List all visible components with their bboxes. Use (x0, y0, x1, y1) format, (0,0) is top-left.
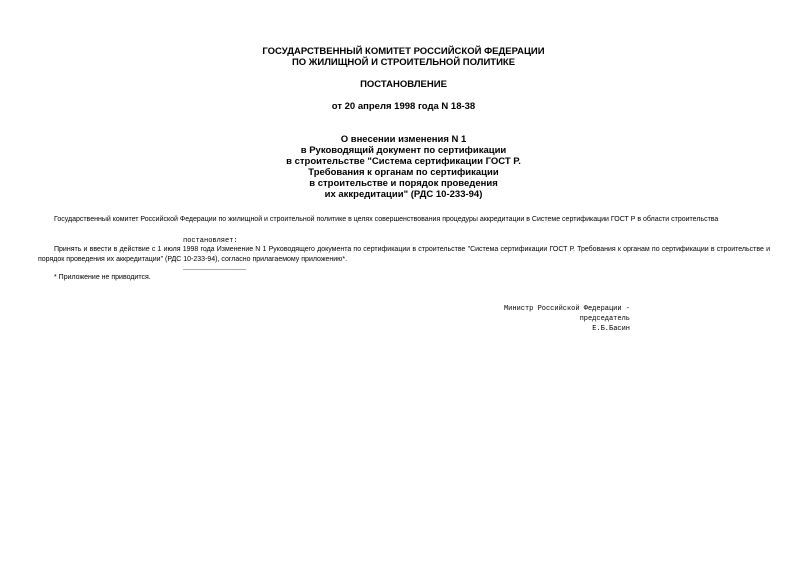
preamble-paragraph: Государственный комитет Российской Федерации по жилищной и строительной политике в целях совершенствования процедуры аккредитации в Системе сертификации ГОСТ Р в области строительства (54, 216, 719, 223)
title-line-2: в Руководящий документ по сертификации (300, 145, 507, 156)
signature-position: Министр Российской Федерации - (503, 305, 630, 313)
footnote-separator: _______________ (183, 264, 247, 272)
document-title (0, 134, 807, 200)
resolves-word: постановляет: (183, 237, 238, 245)
document-type: ПОСТАНОВЛЕНИЕ (360, 79, 447, 90)
resolution-paragraph: Принять и ввести в действие с 1 июля 1998 года Изменение N 1 Руководящего документа по сертификации в строительстве "Система сертификации ГОСТ Р. Требования к органам по сертификации в строительстве и порядок проведения их аккредитации" (РДС 10-233-94), согласно прилагаемому приложению*. (38, 246, 770, 263)
title-line-4: Требования к органам по сертификации (308, 167, 499, 178)
organization-line-2: ПО ЖИЛИЩНОЙ И СТРОИТЕЛЬНОЙ ПОЛИТИКЕ (291, 57, 516, 68)
document-date-number: от 20 апреля 1998 года N 18-38 (331, 101, 476, 112)
signature-name: Е.Б.Басин (592, 325, 630, 333)
title-line-3: в строительстве "Система сертификации ГОСТ Р. (286, 156, 521, 167)
organization-line-1: ГОСУДАРСТВЕННЫЙ КОМИТЕТ РОССИЙСКОЙ ФЕДЕРАЦИИ (262, 46, 545, 57)
signature-role: председатель (579, 315, 630, 323)
organization-heading (0, 46, 807, 68)
title-line-1: О внесении изменения N 1 (340, 134, 467, 145)
signature-block (480, 304, 630, 334)
title-line-6: их аккредитации" (РДС 10-233-94) (324, 189, 483, 200)
title-line-5: в строительстве и порядок проведения (309, 178, 498, 189)
footnote: * Приложение не приводится. (54, 274, 151, 281)
